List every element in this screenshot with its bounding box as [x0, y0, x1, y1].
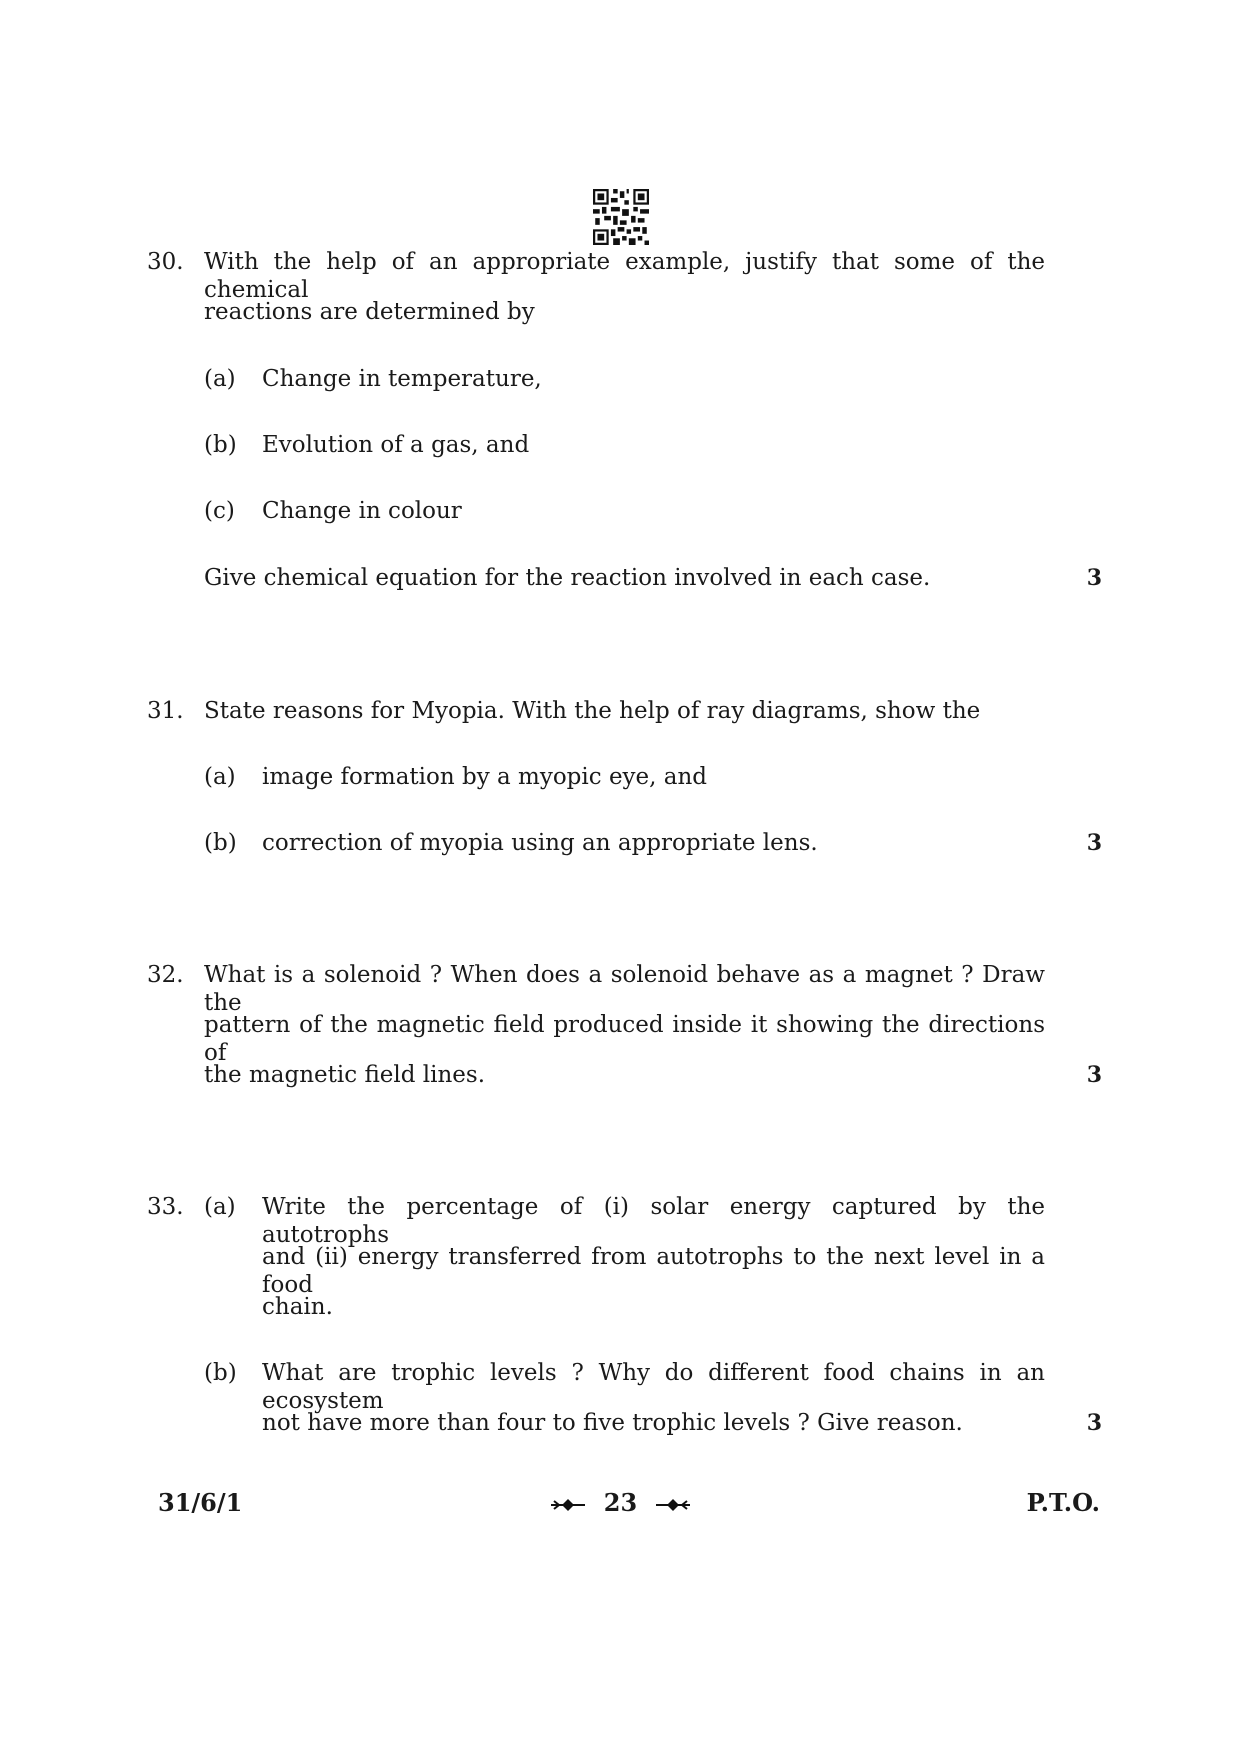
part-text-line: What are trophic levels ? Why do different food chains in an ecosystem: [262, 1360, 1045, 1414]
question-closing-text: Give chemical equation for the reaction involved in each case.: [204, 565, 931, 591]
part-label: (b): [204, 830, 237, 856]
question-text-line: pattern of the magnetic field produced inside it showing the directions of: [204, 1012, 1045, 1066]
part-text: image formation by a myopic eye, and: [262, 764, 708, 790]
pto-label: P.T.O.: [1026, 1488, 1100, 1517]
question-text-line: With the help of an appropriate example, justify that some of the chemical: [204, 249, 1045, 303]
question-number: 30.: [147, 249, 184, 275]
qr-code-icon: [593, 189, 649, 245]
part-label: (a): [204, 764, 236, 790]
part-text-line: Write the percentage of (i) solar energy captured by the autotrophs: [262, 1194, 1045, 1248]
right-ornament-icon: [656, 1498, 690, 1512]
question-text-line: What is a solenoid ? When does a solenoid behave as a magnet ? Draw the: [204, 962, 1045, 1016]
part-label: (a): [204, 1194, 236, 1220]
part-label: (b): [204, 1360, 237, 1386]
paper-code: 31/6/1: [158, 1488, 243, 1517]
question-number: 33.: [147, 1194, 184, 1220]
part-text-line: and (ii) energy transferred from autotrophs to the next level in a food: [262, 1244, 1045, 1298]
part-text-line: not have more than four to five trophic levels ? Give reason.: [262, 1410, 963, 1436]
part-label: (b): [204, 432, 237, 458]
question-text-line: State reasons for Myopia. With the help of ray diagrams, show the: [204, 698, 981, 724]
part-text-line: chain.: [262, 1294, 333, 1320]
part-label: (c): [204, 498, 235, 524]
part-label: (a): [204, 366, 236, 392]
part-text: Change in colour: [262, 498, 462, 524]
part-text: Evolution of a gas, and: [262, 432, 530, 458]
page-number: 23: [603, 1488, 638, 1517]
question-text-line: reactions are determined by: [204, 299, 535, 325]
marks-label: 3: [1086, 1410, 1102, 1436]
marks-label: 3: [1086, 565, 1102, 591]
marks-label: 3: [1086, 830, 1102, 856]
question-number: 32.: [147, 962, 184, 988]
part-text: Change in temperature,: [262, 366, 542, 392]
left-ornament-icon: [551, 1498, 585, 1512]
question-text-line: the magnetic field lines.: [204, 1062, 486, 1088]
question-number: 31.: [147, 698, 184, 724]
part-text: correction of myopia using an appropriate lens.: [262, 830, 818, 856]
marks-label: 3: [1086, 1062, 1102, 1088]
